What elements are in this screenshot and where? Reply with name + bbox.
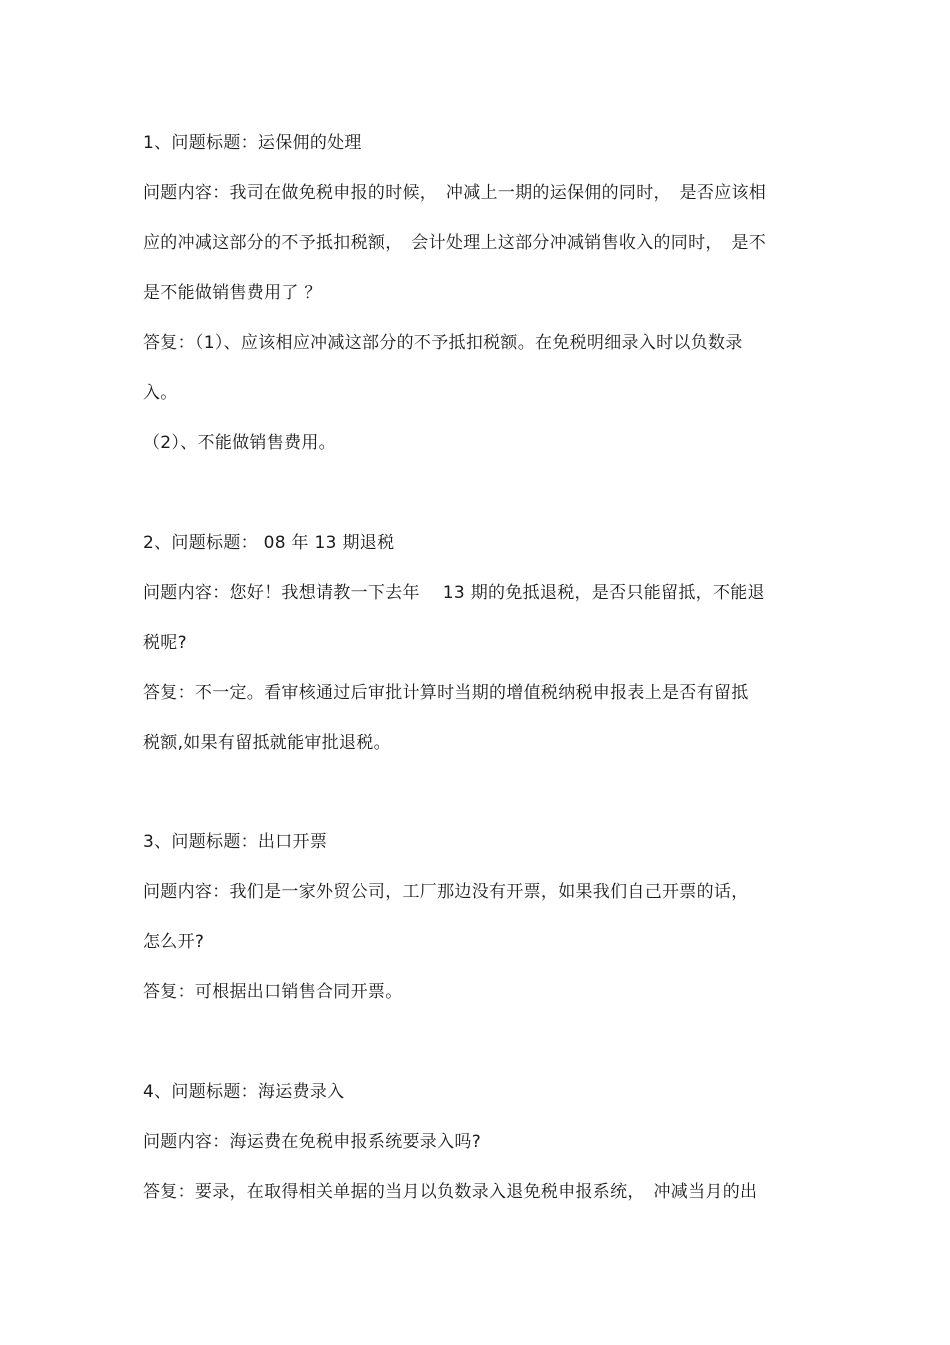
- section-4-title: 4、问题标题：海运费录入: [143, 1082, 345, 1102]
- section-3-title: 3、问题标题：出口开票: [143, 832, 328, 852]
- section-1-line-2: 应的冲减这部分的不予抵扣税额， 会计处理上这部分冲减销售收入的同时， 是不: [143, 233, 767, 253]
- section-4-answer-line-1: 答复：要录，在取得相关单据的当月以负数录入退免税申报系统， 冲减当月的出: [143, 1182, 758, 1202]
- section-2-line-1: 问题内容：您好！我想请教一下去年 13 期的免抵退税，是否只能留抵，不能退: [143, 583, 765, 603]
- section-2-answer-line-1: 答复：不一定。看审核通过后审批计算时当期的增值税纳税申报表上是否有留抵: [143, 683, 749, 703]
- section-3-line-2: 怎么开?: [143, 932, 205, 952]
- section-3-line-1: 问题内容：我们是一家外贸公司，工厂那边没有开票，如果我们自己开票的话，: [143, 882, 749, 902]
- section-1-line-3: 是不能做销售费用了 ？: [143, 283, 322, 303]
- section-2-answer-line-2: 税额,如果有留抵就能审批退税。: [143, 733, 391, 753]
- section-1-answer-line-1: 答复：（1）、应该相应冲减这部分的不予抵扣税额。在免税明细录入时以负数录: [143, 333, 743, 353]
- section-2-title: 2、问题标题： 08 年 13 期退税: [143, 533, 395, 553]
- section-1-answer-line-3: （2）、不能做销售费用。: [143, 433, 336, 453]
- section-4-line-1: 问题内容：海运费在免税申报系统要录入吗?: [143, 1132, 482, 1152]
- section-1-line-1: 问题内容：我司在做免税申报的时候， 冲减上一期的运保佣的同时， 是否应该相: [143, 183, 767, 203]
- section-1-answer-line-2: 入。: [143, 383, 178, 403]
- section-3-answer-line-1: 答复：可根据出口销售合同开票。: [143, 982, 403, 1002]
- section-1-title: 1、问题标题：运保佣的处理: [143, 133, 362, 153]
- section-2-line-2: 税呢?: [143, 633, 187, 653]
